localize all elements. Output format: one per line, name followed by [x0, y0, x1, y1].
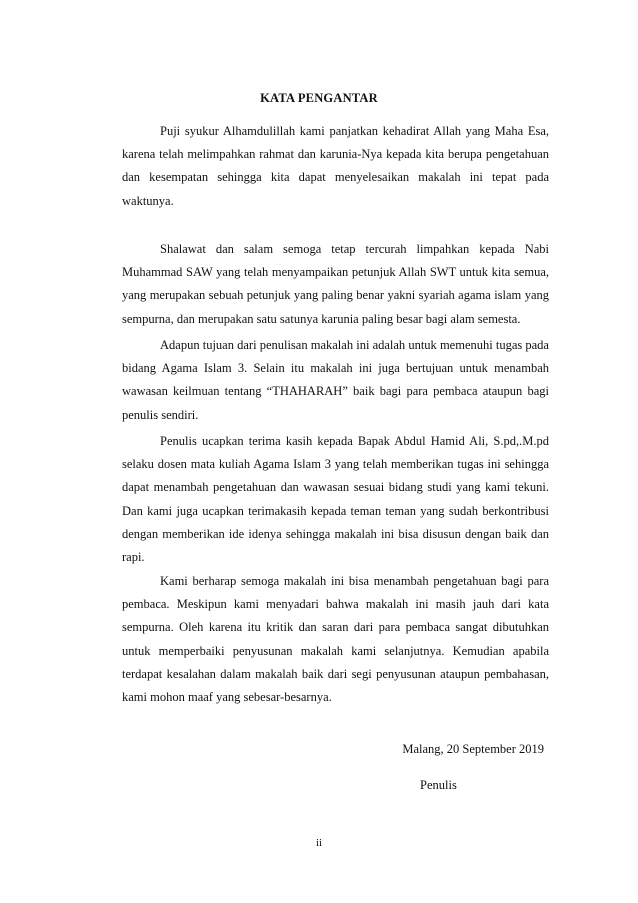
place-date: Malang, 20 September 2019: [402, 742, 544, 756]
author-signature: Penulis: [420, 778, 457, 792]
page-number: ii: [315, 837, 323, 849]
paragraph-3: Adapun tujuan dari penulisan makalah ini adalah untuk memenuhi tugas pada bidang Agama Islam 3. Selain itu makalah ini juga bertujuan untuk menambah wawasan keilmuan tentang “THAHARAH” baik bagi para pembaca ataupun bagi penulis sendiri.: [122, 338, 549, 422]
page-title: KATA PENGANTAR: [260, 91, 378, 105]
paragraph-2: Shalawat dan salam semoga tetap tercurah limpahkan kepada Nabi Muhammad SAW yang telah menyampaikan petunjuk Allah SWT untuk kita semua, yang merupakan sebuah petunjuk yang paling benar yakni syariah agama islam yang sempurna, dan merupakan satu satunya karunia paling besar bagi alam semesta.: [122, 242, 549, 326]
paragraph-5: Kami berharap semoga makalah ini bisa menambah pengetahuan bagi para pembaca. Meskipun kami menyadari bahwa makalah ini masih jauh dari kata sempurna. Oleh karena itu kritik dan saran dari para pembaca sangat dibutuhkan untuk memperbaiki penyusunan makalah kami selanjutnya. Kemudian apabila terdapat kesalahan dalam makalah baik dari segi penyusunan ataupun pembahasan, kami mohon maaf yang sebesar-besarnya.: [122, 574, 549, 705]
paragraph-4: Penulis ucapkan terima kasih kepada Bapak Abdul Hamid Ali, S.pd,.M.pd selaku dosen mata kuliah Agama Islam 3 yang telah memberikan tugas ini sehingga dapat menambah pengetahuan dan wawasan sesuai bidang studi yang kami tekuni. Dan kami juga ucapkan terimakasih kepada teman teman yang sudah berkontribusi dengan memberikan ide idenya sehingga makalah ini bisa disusun dengan baik dan rapi.: [122, 434, 549, 565]
paragraph-1: Puji syukur Alhamdulillah kami panjatkan kehadirat Allah yang Maha Esa, karena telah melimpahkan rahmat dan karunia-Nya kepada kita berupa pengetahuan dan kesempatan sehingga kita dapat menyelesaikan makalah ini tepat pada waktunya.: [122, 124, 549, 208]
